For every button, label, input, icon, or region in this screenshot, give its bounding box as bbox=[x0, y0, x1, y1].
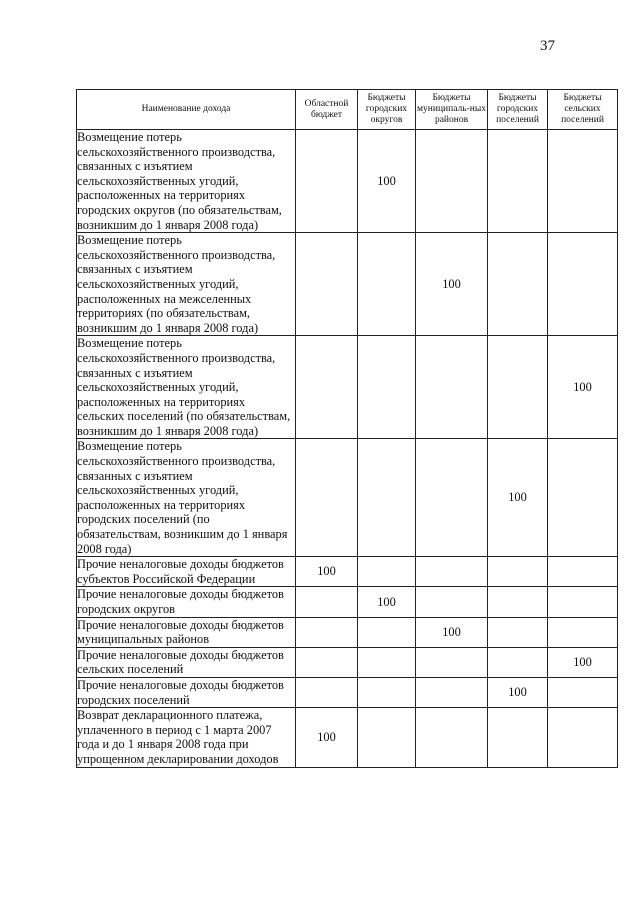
header-urban-settlement-budgets: Бюджеты городских поселений bbox=[488, 90, 548, 130]
share-cell-rural-settlement-budgets bbox=[548, 617, 618, 647]
share-cell-city-district-budgets bbox=[358, 677, 416, 707]
share-cell-rural-settlement-budgets bbox=[548, 677, 618, 707]
share-cell-city-district-budgets bbox=[358, 617, 416, 647]
table-row bbox=[77, 439, 618, 557]
share-cell-regional-budget bbox=[296, 677, 358, 707]
share-cell-city-district-budgets bbox=[358, 336, 416, 439]
header-municipal-district-budgets: Бюджеты муниципаль-ных районов bbox=[416, 90, 488, 130]
share-cell-municipal-district-budgets bbox=[416, 557, 488, 587]
share-cell-regional-budget bbox=[296, 617, 358, 647]
share-cell-municipal-district-budgets bbox=[416, 677, 488, 707]
income-name-cell: Прочие неналоговые доходы бюджетов субъектов Российской Федерации bbox=[77, 557, 296, 587]
share-cell-city-district-budgets: 100 bbox=[358, 587, 416, 617]
share-cell-urban-settlement-budgets bbox=[488, 130, 548, 233]
income-name-cell: Прочие неналоговые доходы бюджетов сельских поселений bbox=[77, 647, 296, 677]
header-regional-budget: Областной бюджет bbox=[296, 90, 358, 130]
share-cell-city-district-budgets bbox=[358, 439, 416, 557]
share-cell-urban-settlement-budgets bbox=[488, 647, 548, 677]
income-name-cell: Прочие неналоговые доходы бюджетов городских поселений bbox=[77, 677, 296, 707]
share-cell-municipal-district-budgets bbox=[416, 587, 488, 617]
share-cell-urban-settlement-budgets: 100 bbox=[488, 439, 548, 557]
share-cell-municipal-district-budgets bbox=[416, 647, 488, 677]
share-cell-regional-budget: 100 bbox=[296, 708, 358, 767]
share-cell-rural-settlement-budgets bbox=[548, 130, 618, 233]
share-cell-city-district-budgets: 100 bbox=[358, 130, 416, 233]
page-number: 37 bbox=[540, 38, 555, 54]
share-cell-urban-settlement-budgets bbox=[488, 617, 548, 647]
share-cell-regional-budget bbox=[296, 336, 358, 439]
table-row bbox=[77, 677, 618, 707]
share-cell-regional-budget bbox=[296, 233, 358, 336]
share-cell-city-district-budgets bbox=[358, 233, 416, 336]
income-name-cell: Возмещение потерь сельскохозяйственного производства, связанных с изъятием сельскохозяйственных угодий, расположенных на межселенных территориях (по обязательствам, возникшим до 1 января 2008 года) bbox=[77, 233, 296, 336]
table-body bbox=[77, 130, 618, 768]
table-row bbox=[77, 708, 618, 767]
income-distribution-table bbox=[76, 89, 618, 768]
share-cell-municipal-district-budgets: 100 bbox=[416, 233, 488, 336]
income-name-cell: Прочие неналоговые доходы бюджетов муниципальных районов bbox=[77, 617, 296, 647]
share-cell-urban-settlement-budgets bbox=[488, 557, 548, 587]
income-name-cell: Возврат декларационного платежа, уплаченного в период с 1 марта 2007 года и до 1 января 2008 года при упрощенном декларировании доходов bbox=[77, 708, 296, 767]
share-cell-rural-settlement-budgets bbox=[548, 233, 618, 336]
share-cell-rural-settlement-budgets bbox=[548, 708, 618, 767]
share-cell-urban-settlement-budgets bbox=[488, 587, 548, 617]
table-row bbox=[77, 617, 618, 647]
share-cell-regional-budget bbox=[296, 647, 358, 677]
share-cell-municipal-district-budgets bbox=[416, 130, 488, 233]
share-cell-city-district-budgets bbox=[358, 647, 416, 677]
share-cell-rural-settlement-budgets bbox=[548, 587, 618, 617]
header-income-name: Наименование дохода bbox=[77, 90, 296, 130]
income-name-cell: Возмещение потерь сельскохозяйственного производства, связанных с изъятием сельскохозяйственных угодий, расположенных на территориях городских округов (по обязательствам, возникшим до 1 января 2008 года) bbox=[77, 130, 296, 233]
share-cell-urban-settlement-budgets bbox=[488, 336, 548, 439]
share-cell-municipal-district-budgets: 100 bbox=[416, 617, 488, 647]
share-cell-urban-settlement-budgets bbox=[488, 708, 548, 767]
income-name-cell: Прочие неналоговые доходы бюджетов городских округов bbox=[77, 587, 296, 617]
share-cell-rural-settlement-budgets: 100 bbox=[548, 336, 618, 439]
income-name-cell: Возмещение потерь сельскохозяйственного производства, связанных с изъятием сельскохозяйственных угодий, расположенных на территориях сельских поселений (по обязательствам, возникшим до 1 января 2008 года) bbox=[77, 336, 296, 439]
share-cell-municipal-district-budgets bbox=[416, 708, 488, 767]
share-cell-rural-settlement-budgets bbox=[548, 557, 618, 587]
share-cell-urban-settlement-budgets: 100 bbox=[488, 677, 548, 707]
share-cell-regional-budget bbox=[296, 587, 358, 617]
share-cell-regional-budget bbox=[296, 130, 358, 233]
header-city-district-budgets: Бюджеты городских округов bbox=[358, 90, 416, 130]
share-cell-regional-budget bbox=[296, 439, 358, 557]
table-row bbox=[77, 557, 618, 587]
share-cell-rural-settlement-budgets bbox=[548, 439, 618, 557]
table-row bbox=[77, 233, 618, 336]
share-cell-municipal-district-budgets bbox=[416, 336, 488, 439]
income-name-cell: Возмещение потерь сельскохозяйственного производства, связанных с изъятием сельскохозяйственных угодий, расположенных на территориях городских поселений (по обязательствам, возникшим до 1 января 2008 года) bbox=[77, 439, 296, 557]
table-row bbox=[77, 587, 618, 617]
header-rural-settlement-budgets: Бюджеты сельских поселений bbox=[548, 90, 618, 130]
share-cell-regional-budget: 100 bbox=[296, 557, 358, 587]
table-row bbox=[77, 647, 618, 677]
share-cell-city-district-budgets bbox=[358, 708, 416, 767]
share-cell-rural-settlement-budgets: 100 bbox=[548, 647, 618, 677]
table-row bbox=[77, 130, 618, 233]
share-cell-city-district-budgets bbox=[358, 557, 416, 587]
table-row bbox=[77, 336, 618, 439]
table-header-row bbox=[77, 90, 618, 130]
share-cell-municipal-district-budgets bbox=[416, 439, 488, 557]
share-cell-urban-settlement-budgets bbox=[488, 233, 548, 336]
